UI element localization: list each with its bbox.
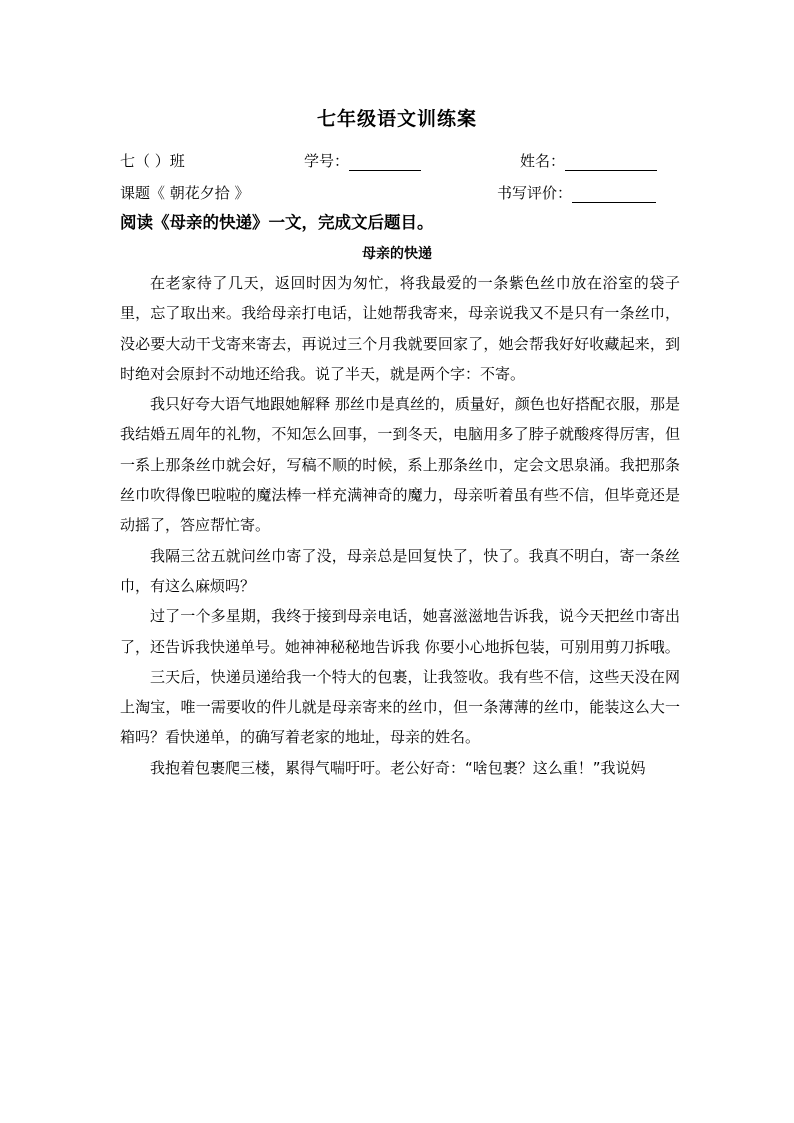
paragraph: 三天后，快递员递给我一个特大的包裹，让我签收。我有些不信，这些天没在网上淘宝，唯一需要收的件儿就是母亲寄来的丝巾，但一条薄薄的丝巾，能装这么大一箱吗？看快递单，的确写着老家的地址，母亲的姓名。: [120, 667, 680, 747]
article-body: [120, 268, 680, 783]
topic-row: [0, 182, 794, 206]
paragraph: 过了一个多星期，我终于接到母亲电话，她喜滋滋地告诉我，说今天把丝巾寄出了，还告诉我快递单号。她神神秘秘地告诉我 你要小心地拆包装，可别用剪刀拆哦。: [120, 607, 680, 656]
writing-grade-field: [497, 182, 656, 203]
writing-grade-blank: [572, 186, 656, 203]
student-name-field: [520, 150, 657, 171]
writing-grade-label: 书写评价：: [497, 184, 573, 202]
student-id-label: 学号：: [304, 152, 350, 170]
paragraph: 在老家待了几天，返回时因为匆忙，将我最爱的一条紫色丝巾放在浴室的袋子里，忘了取出来。我给母亲打电话，让她帮我寄来，母亲说我又不是只有一条丝巾，没必要大动干戈寄来寄去，再说过三个月我就要回家了，她会帮我好好收藏起来，到时绝对会原封不动地还给我。说了半天，就是两个字：不寄。: [120, 274, 680, 383]
paragraph: 我只好夸大语气地跟她解释 那丝巾是真丝的，质量好，颜色也好搭配衣服，那是我结婚五周年的礼物，不知怎么回事，一到冬天，电脑用多了脖子就酸疼得厉害，但一系上那条丝巾就会好，写稿不顺的时候，系上那条丝巾，定会文思泉涌。我把那条丝巾吹得像巴啦啦的魔法棒一样充满神奇的魔力，母亲听着虽有些不信，但毕竟还是动摇了，答应帮忙寄。: [120, 395, 680, 535]
instruction: 阅读《母亲的快递》一文，完成文后题目。: [120, 213, 434, 232]
paragraph: 我隔三岔五就问丝巾寄了没，母亲总是回复快了，快了。我真不明白，寄一条丝巾，有这么麻烦吗？: [120, 546, 680, 595]
student-info-row: [0, 150, 794, 174]
student-id-blank: [349, 154, 421, 171]
student-id-field: [304, 150, 421, 171]
student-name-label: 姓名：: [520, 152, 566, 170]
paragraph: 我抱着包裹爬三楼，累得气喘吁吁。老公好奇：“啥包裹？这么重！”我说妈: [150, 758, 646, 777]
student-name-blank: [565, 154, 657, 171]
class-label: 七（ ）班: [120, 152, 185, 170]
article-title: 母亲的快递: [362, 246, 432, 262]
page-title: 七年级语文训练案: [316, 108, 477, 130]
topic-label: 课题《 朝花夕拾 》: [120, 184, 250, 202]
